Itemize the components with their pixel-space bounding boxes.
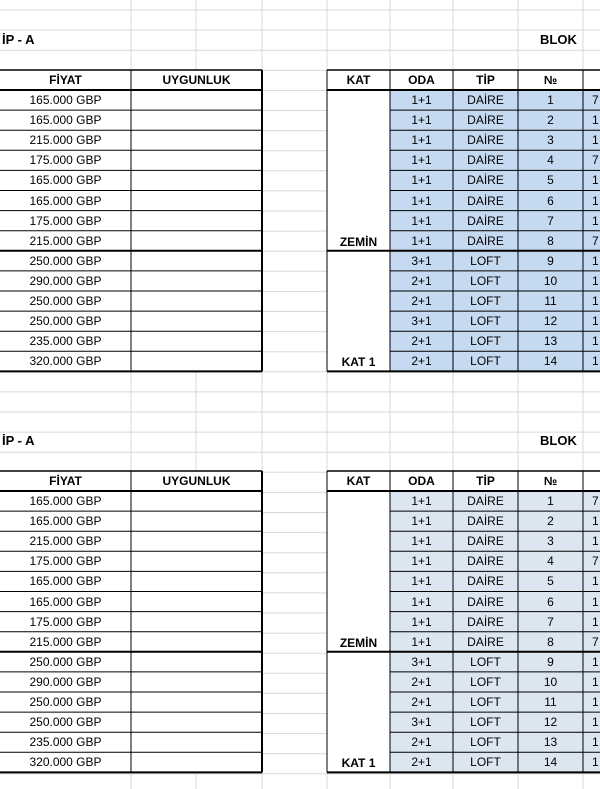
uygunluk-cell[interactable] bbox=[131, 732, 262, 752]
uygunluk-cell[interactable] bbox=[131, 191, 262, 211]
oda-cell[interactable]: 3+1 bbox=[411, 314, 432, 329]
uygunluk-cell[interactable] bbox=[131, 311, 262, 331]
oda-cell[interactable]: 2+1 bbox=[411, 273, 432, 288]
oda-cell[interactable]: 1+1 bbox=[411, 153, 432, 168]
header-tip: TİP bbox=[476, 474, 495, 488]
price-cell[interactable]: 165.000 GBP bbox=[29, 113, 102, 128]
tip-cell[interactable]: LOFT bbox=[470, 273, 501, 288]
tip-cell[interactable]: DAİRE bbox=[467, 213, 504, 228]
tip-cell[interactable]: DAİRE bbox=[467, 574, 504, 589]
partial-cell[interactable]: 1 bbox=[592, 294, 599, 308]
no-cell[interactable]: 12 bbox=[543, 314, 558, 329]
price-cell[interactable]: 165.000 GBP bbox=[29, 574, 102, 589]
tip-cell[interactable]: LOFT bbox=[470, 253, 501, 268]
price-cell[interactable]: 250.000 GBP bbox=[29, 314, 102, 329]
oda-cell[interactable]: 1+1 bbox=[411, 594, 432, 609]
tip-cell[interactable]: LOFT bbox=[470, 735, 501, 750]
no-cell[interactable]: 14 bbox=[543, 755, 558, 770]
header-fiyat: FİYAT bbox=[49, 474, 82, 488]
partial-cell[interactable]: 1 bbox=[592, 354, 599, 369]
tip-cell[interactable]: DAİRE bbox=[467, 554, 504, 569]
price-cell[interactable]: 165.000 GBP bbox=[29, 193, 102, 208]
floor-label-zemin: ZEMİN bbox=[339, 234, 378, 249]
section-title-left: İP - A bbox=[2, 433, 35, 448]
partial-cell[interactable]: 7 bbox=[592, 554, 599, 569]
no-cell[interactable]: 12 bbox=[543, 715, 558, 730]
uygunluk-cell[interactable] bbox=[131, 752, 262, 772]
partial-cell[interactable]: 1 bbox=[592, 674, 599, 689]
section-title-right: BLOK bbox=[540, 433, 577, 448]
oda-cell[interactable]: 2+1 bbox=[411, 294, 432, 308]
price-cell[interactable]: 320.000 GBP bbox=[29, 755, 102, 770]
oda-cell[interactable]: 1+1 bbox=[411, 614, 432, 629]
oda-cell[interactable]: 2+1 bbox=[411, 695, 432, 709]
uygunluk-cell[interactable] bbox=[131, 491, 262, 511]
oda-cell[interactable]: 1+1 bbox=[411, 534, 432, 549]
floor-label-zemin: ZEMİN bbox=[339, 635, 378, 650]
header-tip: TİP bbox=[476, 73, 495, 87]
tip-cell[interactable]: DAİRE bbox=[467, 233, 504, 248]
tip-cell[interactable]: DAİRE bbox=[467, 113, 504, 128]
uygunluk-cell[interactable] bbox=[131, 511, 262, 531]
uygunluk-cell[interactable] bbox=[131, 211, 262, 231]
kat-bg bbox=[327, 491, 390, 772]
price-cell[interactable]: 215.000 GBP bbox=[29, 534, 102, 549]
partial-cell[interactable]: 1 bbox=[592, 755, 599, 770]
price-cell[interactable]: 175.000 GBP bbox=[29, 153, 102, 168]
no-cell[interactable]: 13 bbox=[543, 334, 558, 349]
no-cell[interactable]: 1 bbox=[547, 93, 554, 107]
no-cell[interactable]: 6 bbox=[547, 594, 554, 609]
partial-cell[interactable]: 1 bbox=[592, 213, 599, 228]
no-cell[interactable]: 4 bbox=[547, 554, 554, 569]
no-cell[interactable]: 1 bbox=[547, 494, 554, 508]
oda-cell[interactable]: 2+1 bbox=[411, 735, 432, 750]
oda-cell[interactable]: 1+1 bbox=[411, 133, 432, 148]
tip-cell[interactable]: LOFT bbox=[470, 314, 501, 329]
price-cell[interactable]: 165.000 GBP bbox=[29, 514, 102, 529]
oda-cell[interactable]: 1+1 bbox=[411, 193, 432, 208]
tip-cell[interactable]: LOFT bbox=[470, 654, 501, 669]
price-cell[interactable]: 175.000 GBP bbox=[29, 213, 102, 228]
section-title-right: BLOK bbox=[540, 32, 577, 47]
no-cell[interactable]: 5 bbox=[547, 574, 554, 589]
oda-cell[interactable]: 3+1 bbox=[411, 654, 432, 669]
tip-cell[interactable]: DAİRE bbox=[467, 614, 504, 629]
header-no: № bbox=[543, 474, 558, 488]
price-cell[interactable]: 290.000 GBP bbox=[29, 273, 102, 288]
partial-cell[interactable]: 1 bbox=[592, 614, 599, 629]
price-cell[interactable]: 250.000 GBP bbox=[29, 695, 102, 709]
no-cell[interactable]: 3 bbox=[547, 534, 554, 549]
tip-cell[interactable]: DAİRE bbox=[467, 153, 504, 168]
partial-cell[interactable]: 7 bbox=[592, 93, 599, 107]
uygunluk-cell[interactable] bbox=[131, 712, 262, 732]
tip-cell[interactable]: DAİRE bbox=[467, 634, 504, 649]
partial-cell[interactable]: 1 bbox=[592, 273, 599, 288]
no-cell[interactable]: 9 bbox=[547, 654, 554, 669]
no-cell[interactable]: 10 bbox=[543, 273, 558, 288]
price-cell[interactable]: 320.000 GBP bbox=[29, 354, 102, 369]
oda-cell[interactable]: 3+1 bbox=[411, 715, 432, 730]
partial-cell[interactable]: 1 bbox=[592, 654, 599, 669]
tip-cell[interactable]: LOFT bbox=[470, 354, 501, 369]
tip-cell[interactable]: DAİRE bbox=[467, 93, 504, 107]
oda-cell[interactable]: 1+1 bbox=[411, 93, 432, 107]
tip-cell[interactable]: LOFT bbox=[470, 715, 501, 730]
uygunluk-cell[interactable] bbox=[131, 592, 262, 612]
oda-cell[interactable]: 2+1 bbox=[411, 755, 432, 770]
tip-cell[interactable]: LOFT bbox=[470, 334, 501, 349]
uygunluk-cell[interactable] bbox=[131, 170, 262, 190]
price-cell[interactable]: 290.000 GBP bbox=[29, 674, 102, 689]
partial-cell[interactable]: 1 bbox=[592, 173, 599, 188]
oda-cell[interactable]: 1+1 bbox=[411, 514, 432, 529]
oda-cell[interactable]: 1+1 bbox=[411, 213, 432, 228]
price-cell[interactable]: 215.000 GBP bbox=[29, 634, 102, 649]
no-cell[interactable]: 14 bbox=[543, 354, 558, 369]
header-uygunluk: UYGUNLUK bbox=[162, 474, 231, 488]
price-cell[interactable]: 250.000 GBP bbox=[29, 715, 102, 730]
price-cell[interactable]: 215.000 GBP bbox=[29, 133, 102, 148]
oda-cell[interactable]: 1+1 bbox=[411, 634, 432, 649]
tip-cell[interactable]: DAİRE bbox=[467, 193, 504, 208]
uygunluk-cell[interactable] bbox=[131, 672, 262, 692]
price-cell[interactable]: 165.000 GBP bbox=[29, 494, 102, 508]
price-cell[interactable]: 165.000 GBP bbox=[29, 93, 102, 107]
section-title-left: İP - A bbox=[2, 32, 35, 47]
no-cell[interactable]: 8 bbox=[547, 634, 554, 649]
no-cell[interactable]: 11 bbox=[544, 695, 557, 709]
uygunluk-cell[interactable] bbox=[131, 150, 262, 170]
uygunluk-cell[interactable] bbox=[131, 291, 262, 311]
oda-cell[interactable]: 1+1 bbox=[411, 233, 432, 248]
no-cell[interactable]: 3 bbox=[547, 133, 554, 148]
partial-cell[interactable]: 7 bbox=[592, 494, 599, 508]
partial-cell[interactable]: 1 bbox=[592, 695, 599, 709]
uygunluk-cell[interactable] bbox=[131, 251, 262, 271]
uygunluk-cell[interactable] bbox=[131, 351, 262, 371]
partial-cell[interactable]: 7 bbox=[592, 153, 599, 168]
header-kat: KAT bbox=[346, 73, 371, 87]
partial-cell[interactable]: 1 bbox=[592, 735, 599, 750]
tip-cell[interactable]: DAİRE bbox=[467, 594, 504, 609]
oda-cell[interactable]: 2+1 bbox=[411, 674, 432, 689]
header-fiyat: FİYAT bbox=[49, 73, 82, 87]
uygunluk-cell[interactable] bbox=[131, 110, 262, 130]
uygunluk-cell[interactable] bbox=[131, 90, 262, 110]
floor-label-kat1: KAT 1 bbox=[341, 355, 376, 370]
partial-cell[interactable]: 1 bbox=[592, 253, 599, 268]
tip-cell[interactable]: LOFT bbox=[470, 695, 501, 709]
uygunluk-cell[interactable] bbox=[131, 612, 262, 632]
tip-cell[interactable]: DAİRE bbox=[467, 534, 504, 549]
price-cell[interactable]: 165.000 GBP bbox=[29, 594, 102, 609]
tip-cell[interactable]: DAİRE bbox=[467, 133, 504, 148]
partial-cell[interactable]: 7 bbox=[592, 233, 599, 248]
no-cell[interactable]: 6 bbox=[547, 193, 554, 208]
uygunluk-cell[interactable] bbox=[131, 571, 262, 591]
tip-cell[interactable]: DAİRE bbox=[467, 173, 504, 188]
uygunluk-cell[interactable] bbox=[131, 130, 262, 150]
partial-cell[interactable]: 1 bbox=[592, 534, 599, 549]
no-cell[interactable]: 4 bbox=[547, 153, 554, 168]
header-uygunluk: UYGUNLUK bbox=[162, 73, 231, 87]
partial-cell[interactable]: 1 bbox=[592, 133, 599, 148]
tip-cell[interactable]: LOFT bbox=[470, 674, 501, 689]
price-cell[interactable]: 235.000 GBP bbox=[29, 334, 102, 349]
header-kat: KAT bbox=[346, 474, 371, 488]
uygunluk-cell[interactable] bbox=[131, 692, 262, 712]
uygunluk-cell[interactable] bbox=[131, 271, 262, 291]
partial-cell[interactable]: 1 bbox=[592, 334, 599, 349]
partial-cell[interactable]: 7 bbox=[592, 634, 599, 649]
tip-cell[interactable]: DAİRE bbox=[467, 494, 504, 508]
oda-cell[interactable]: 2+1 bbox=[411, 354, 432, 369]
oda-cell[interactable]: 1+1 bbox=[411, 554, 432, 569]
no-cell[interactable]: 11 bbox=[544, 294, 557, 308]
no-cell[interactable]: 8 bbox=[547, 233, 554, 248]
partial-cell[interactable]: 1 bbox=[592, 113, 599, 128]
partial-cell[interactable]: 1 bbox=[592, 514, 599, 529]
oda-cell[interactable]: 1+1 bbox=[411, 494, 432, 508]
oda-cell[interactable]: 3+1 bbox=[411, 253, 432, 268]
no-cell[interactable]: 9 bbox=[547, 253, 554, 268]
no-cell[interactable]: 7 bbox=[547, 213, 554, 228]
partial-cell[interactable]: 1 bbox=[592, 314, 599, 329]
price-cell[interactable]: 165.000 GBP bbox=[29, 173, 102, 188]
oda-cell[interactable]: 1+1 bbox=[411, 173, 432, 188]
oda-cell[interactable]: 2+1 bbox=[411, 334, 432, 349]
oda-cell[interactable]: 1+1 bbox=[411, 574, 432, 589]
uygunluk-cell[interactable] bbox=[131, 231, 262, 251]
partial-cell[interactable]: 1 bbox=[592, 193, 599, 208]
tip-cell[interactable]: LOFT bbox=[470, 755, 501, 770]
header-oda: ODA bbox=[408, 73, 435, 87]
price-cell[interactable]: 235.000 GBP bbox=[29, 735, 102, 750]
tip-cell[interactable]: LOFT bbox=[470, 294, 501, 308]
price-cell[interactable]: 250.000 GBP bbox=[29, 294, 102, 308]
no-cell[interactable]: 13 bbox=[543, 735, 558, 750]
floor-label-kat1: KAT 1 bbox=[341, 756, 376, 771]
kat-bg bbox=[327, 90, 390, 371]
header-oda: ODA bbox=[408, 474, 435, 488]
uygunluk-cell[interactable] bbox=[131, 652, 262, 672]
no-cell[interactable]: 2 bbox=[547, 113, 554, 128]
price-cell[interactable]: 250.000 GBP bbox=[29, 253, 102, 268]
no-cell[interactable]: 7 bbox=[547, 614, 554, 629]
no-cell[interactable]: 10 bbox=[543, 674, 558, 689]
price-cell[interactable]: 250.000 GBP bbox=[29, 654, 102, 669]
tip-cell[interactable]: DAİRE bbox=[467, 514, 504, 529]
uygunluk-cell[interactable] bbox=[131, 531, 262, 551]
price-cell[interactable]: 215.000 GBP bbox=[29, 233, 102, 248]
partial-cell[interactable]: 1 bbox=[592, 715, 599, 730]
uygunluk-cell[interactable] bbox=[131, 331, 262, 351]
header-no: № bbox=[543, 73, 558, 87]
no-cell[interactable]: 2 bbox=[547, 514, 554, 529]
uygunluk-cell[interactable] bbox=[131, 632, 262, 652]
price-cell[interactable]: 175.000 GBP bbox=[29, 614, 102, 629]
partial-cell[interactable]: 1 bbox=[592, 574, 599, 589]
oda-cell[interactable]: 1+1 bbox=[411, 113, 432, 128]
price-cell[interactable]: 175.000 GBP bbox=[29, 554, 102, 569]
no-cell[interactable]: 5 bbox=[547, 173, 554, 188]
partial-cell[interactable]: 1 bbox=[592, 594, 599, 609]
uygunluk-cell[interactable] bbox=[131, 551, 262, 571]
